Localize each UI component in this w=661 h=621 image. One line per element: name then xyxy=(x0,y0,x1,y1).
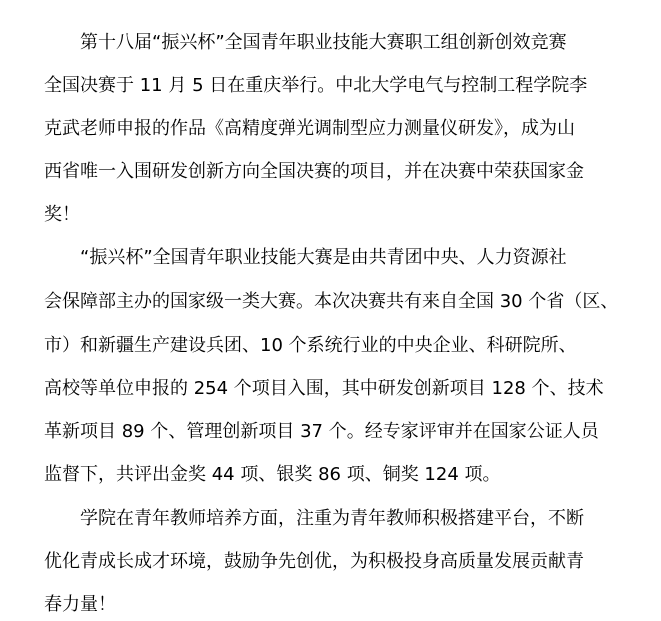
paragraph-2-line-3: 市）和新疆生产建设兵团、10 个系统行业的中央企业、科研院所、 xyxy=(44,335,577,356)
paragraph-1-line-4: 西省唯一入围研发创新方向全国决赛的项目，并在决赛中荣获国家金 xyxy=(44,161,584,182)
paragraph-1-line-1: 第十八届“振兴杯”全国青年职业技能大赛职工组创新创效竞赛 xyxy=(80,32,567,53)
paragraph-1-line-5: 奖！ xyxy=(44,204,80,225)
paragraph-2-line-2: 会保障部主办的国家级一类大赛。本次决赛共有来自全国 30 个省（区、 xyxy=(44,291,619,312)
paragraph-3-line-3: 春力量！ xyxy=(44,594,116,615)
paragraph-1-line-2: 全国决赛于 11 月 5 日在重庆举行。中北大学电气与控制工程学院李 xyxy=(44,75,588,96)
paragraph-2-line-5: 革新项目 89 个、管理创新项目 37 个。经专家评审并在国家公证人员 xyxy=(44,421,599,442)
paragraph-3-line-1: 学院在青年教师培养方面，注重为青年教师积极搭建平台，不断 xyxy=(80,508,584,529)
paragraph-3-line-2: 优化青成长成才环境，鼓励争先创优，为积极投身高质量发展贡献青 xyxy=(44,551,584,572)
paragraph-2-line-6: 监督下，共评出金奖 44 项、银奖 86 项、铜奖 124 项。 xyxy=(44,464,501,485)
paragraph-2-line-1: “振兴杯”全国青年职业技能大赛是由共青团中央、人力资源社 xyxy=(80,247,567,268)
paragraph-1-line-3: 克武老师申报的作品《高精度弹光调制型应力测量仪研发》，成为山 xyxy=(44,118,575,139)
paragraph-2-line-4: 高校等单位申报的 254 个项目入围，其中研发创新项目 128 个、技术 xyxy=(44,378,604,399)
